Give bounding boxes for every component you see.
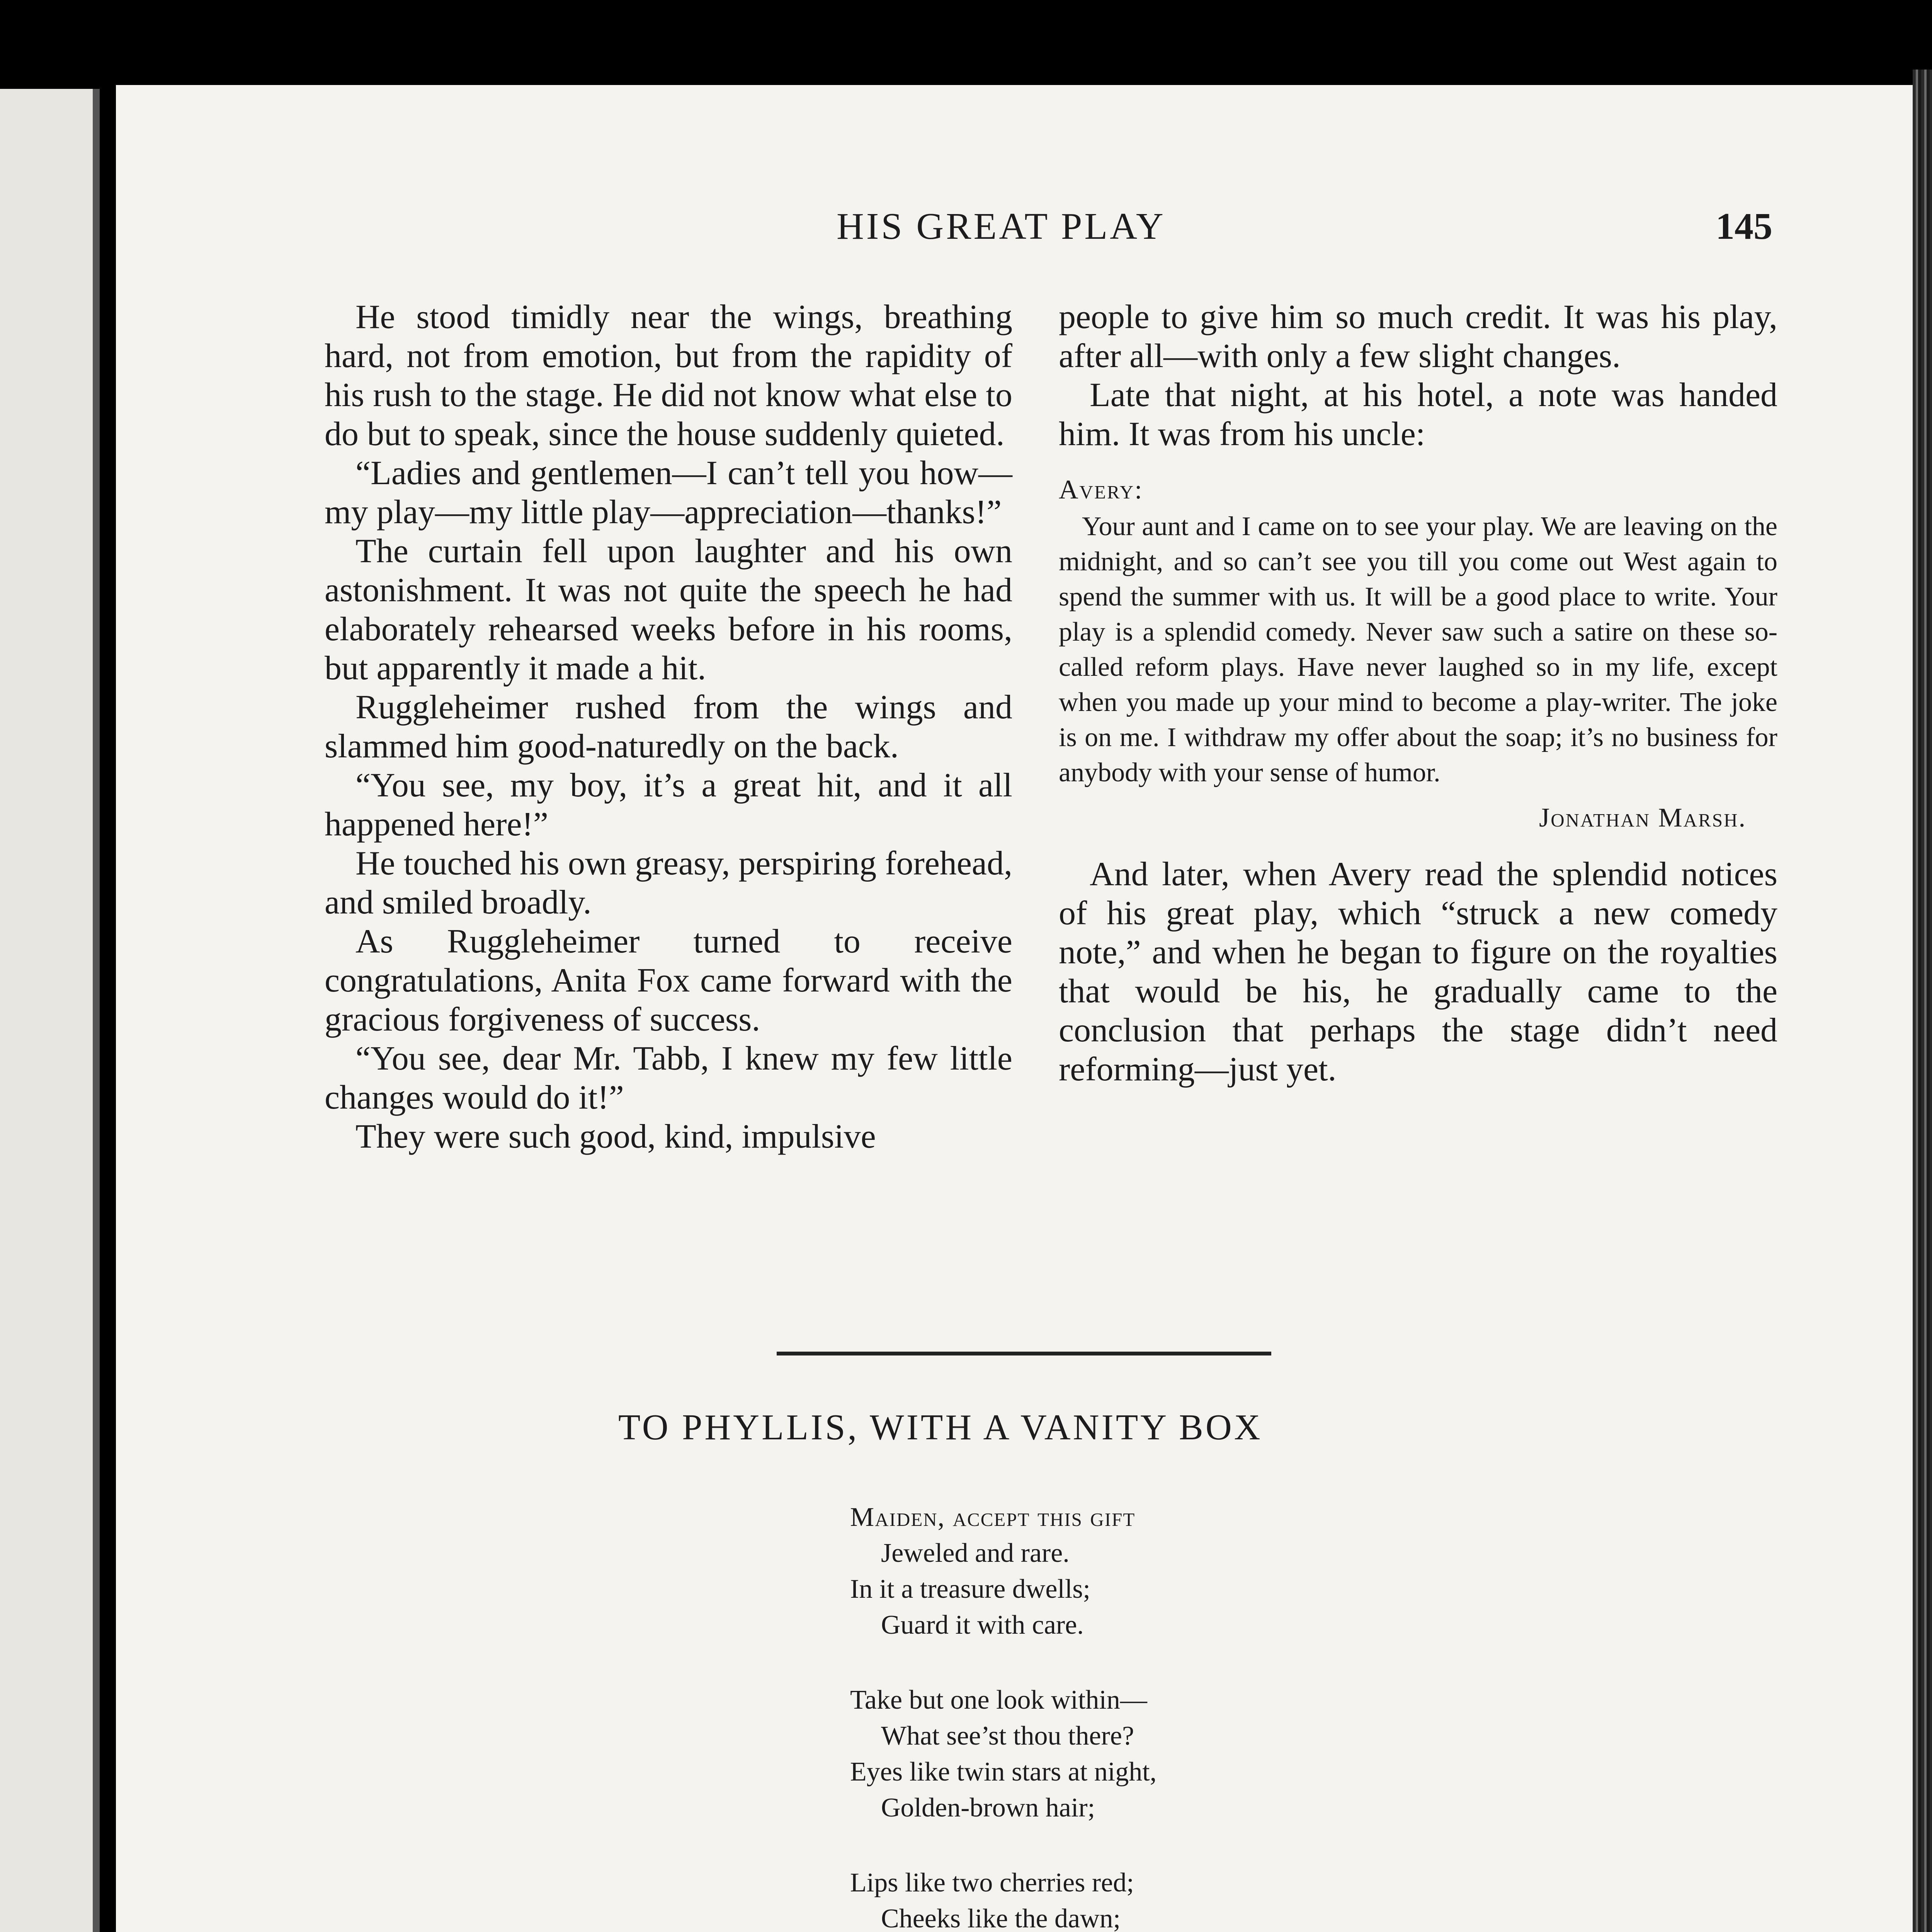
poem-line: Guard it with care.: [881, 1610, 1084, 1640]
stanza: [850, 1682, 1171, 1826]
paragraph: people to give him so much credit. It was his play, after all—with only a few slight changes.: [1059, 298, 1777, 375]
poem-line: Take but one look within—: [850, 1685, 1147, 1715]
poem-line: Eyes like twin stars at night,: [850, 1757, 1157, 1787]
poem-line: Lips like two cherries red;: [850, 1868, 1134, 1898]
poem-line: Golden-brown hair;: [881, 1793, 1095, 1823]
poem-line: What see’st thou there?: [881, 1721, 1134, 1751]
paragraph: The curtain fell upon laughter and his own astonishment. It was not quite the speech he had elaborately rehearsed weeks before in his rooms, but apparently it made a hit.: [325, 532, 1012, 687]
paragraph: As Ruggleheimer turned to receive congratulations, Anita Fox came forward with the gracious forgiveness of success.: [325, 923, 1012, 1038]
paragraph: And later, when Avery read the splendid notices of his great play, which “struck a new comedy note,” and when he began to figure on the royalties that would be his, he gradually came to the conclusion that perhaps the stage didn’t need reforming—just yet.: [1059, 855, 1777, 1088]
paragraph: They were such good, kind, impulsive: [355, 1118, 876, 1155]
paragraph: He stood timidly near the wings, breathing hard, not from emotion, but from the rapidity of his rush to the stage. He did not know what else to do but to speak, since the house suddenly quieted.: [325, 298, 1012, 453]
uncle-letter: [1059, 472, 1777, 835]
paragraph: Ruggleheimer rushed from the wings and slammed him good-naturedly on the back.: [325, 689, 1012, 765]
poem-line: Cheeks like the dawn;: [881, 1904, 1121, 1932]
letter-signature: Jonathan Marsh.: [1539, 803, 1747, 833]
poem: [850, 1499, 1171, 1932]
paragraph: “Ladies and gentlemen—I can’t tell you how—my play—my little play—appreciation—thanks!”: [325, 454, 1012, 531]
paragraph: He touched his own greasy, perspiring forehead, and smiled broadly.: [325, 845, 1012, 921]
page-number: 145: [1716, 206, 1772, 247]
letter-body: Your aunt and I came on to see your play. We are leaving on the midnight, and so can’t see you till you come out West again to spend the summer with us. It will be a good place to write. Your play is a splendid comedy. Never saw such a satire on these so-called reform plays. Have never laughed so in my life, except when you made up your mind to become a play-writer. The joke is on me. I withdraw my offer about the soap; it’s no business for anybody with your sense of humor.: [1059, 512, 1777, 787]
stanza: [850, 1499, 1171, 1643]
poem-title: TO PHYLLIS, WITH A VANITY BOX: [618, 1407, 1263, 1447]
poem-line: Maiden, accept this gift: [850, 1502, 1136, 1532]
book-spine-edge: [1913, 70, 1932, 1932]
letter-salutation: Avery:: [1059, 475, 1143, 505]
paragraph: Late that night, at his hotel, a note was handed him. It was from his uncle:: [1059, 376, 1777, 453]
right-column: [1059, 298, 1777, 1089]
left-column: [325, 298, 1012, 1156]
paragraph: “You see, my boy, it’s a great hit, and it all happened here!”: [325, 767, 1012, 843]
poem-line: Jeweled and rare.: [881, 1538, 1070, 1568]
poem-line: In it a treasure dwells;: [850, 1574, 1091, 1604]
paragraph: “You see, dear Mr. Tabb, I knew my few little changes would do it!”: [325, 1040, 1012, 1116]
stanza: [850, 1865, 1171, 1932]
section-divider: [777, 1352, 1271, 1355]
running-title: HIS GREAT PLAY: [837, 206, 1166, 247]
left-page-edge: [0, 89, 100, 1932]
